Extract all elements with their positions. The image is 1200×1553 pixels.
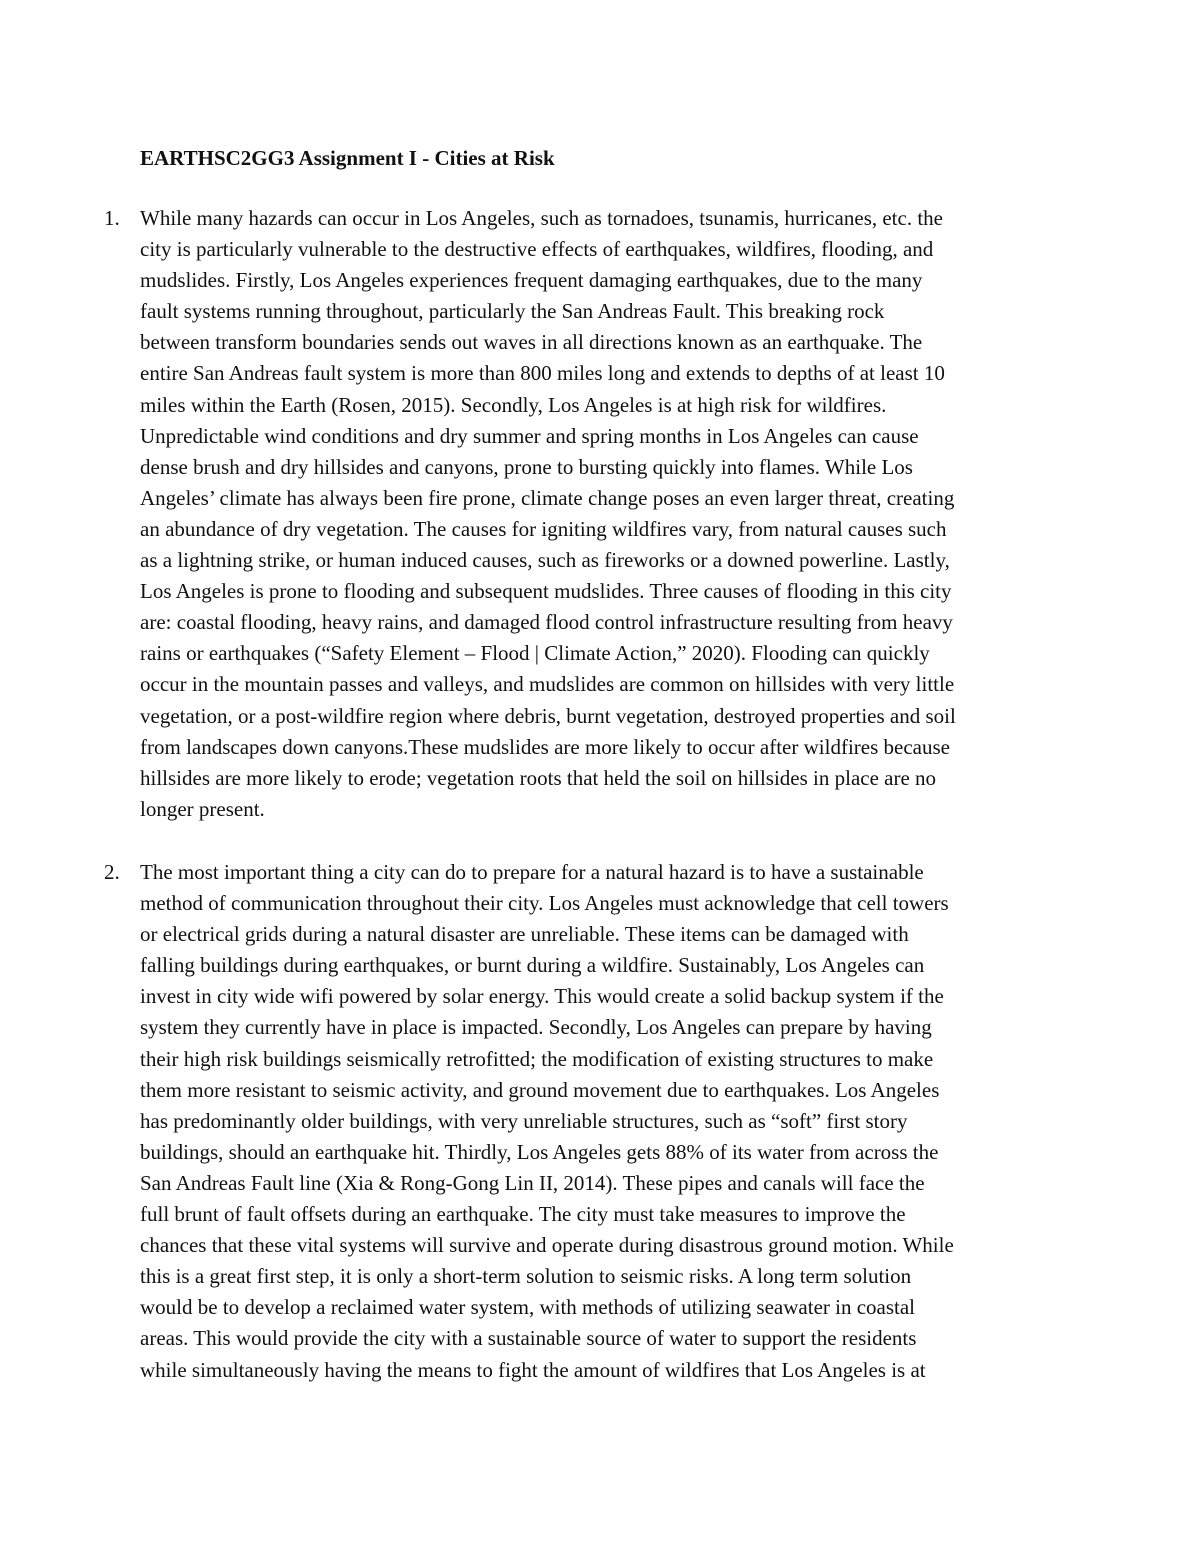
text-line: while simultaneously having the means to fight the amount of wildfires that Los Angeles is at [140,1357,926,1382]
text-line: as a lightning strike, or human induced causes, such as fireworks or a downed powerline. Lastly, [140,548,950,573]
text-line: The most important thing a city can do to prepare for a natural hazard is to have a sustainable [140,860,924,884]
list-item-paragraph [140,203,1070,825]
document-title: EARTHSC2GG3 Assignment I - Cities at Risk [140,146,555,170]
text-line: has predominantly older buildings, with very unreliable structures, such as “soft” first story [140,1108,908,1133]
text-line: system they currently have in place is impacted. Secondly, Los Angeles can prepare by having [140,1015,932,1040]
text-line: an abundance of dry vegetation. The causes for igniting wildfires vary, from natural causes such [140,516,947,541]
text-line: chances that these vital systems will survive and operate during disastrous ground motion. While [140,1233,954,1258]
text-line: them more resistant to seismic activity, and ground movement due to earthquakes. Los Angeles [140,1077,940,1102]
text-line: would be to develop a reclaimed water system, with methods of utilizing seawater in coastal [140,1295,916,1320]
text-line: dense brush and dry hillsides and canyons, prone to bursting quickly into flames. While Los [140,454,913,479]
text-line: occur in the mountain passes and valleys, and mudslides are common on hillsides with very little [140,672,955,697]
text-line: this is a great first step, it is only a short-term solution to seismic risks. A long term solution [140,1264,912,1289]
text-line: Unpredictable wind conditions and dry summer and spring months in Los Angeles can cause [140,423,919,448]
text-line: method of communication throughout their city. Los Angeles must acknowledge that cell towers [140,891,949,916]
text-line: Los Angeles is prone to flooding and subsequent mudslides. Three causes of flooding in this city [140,579,952,604]
text-line: mudslides. Firstly, Los Angeles experiences frequent damaging earthquakes, due to the many [140,268,923,293]
text-line: miles within the Earth (Rosen, 2015). Secondly, Los Angeles is at high risk for wildfires. [140,392,887,417]
text-line: their high risk buildings seismically retrofitted; the modification of existing structures to make [140,1046,934,1071]
text-line: While many hazards can occur in Los Angeles, such as tornadoes, tsunamis, hurricanes, etc. the [140,206,943,230]
text-line: from landscapes down canyons.These mudslides are more likely to occur after wildfires because [140,734,950,759]
text-line: falling buildings during earthquakes, or burnt during a wildfire. Sustainably, Los Angeles can [140,953,925,978]
list-item-paragraph [140,857,1070,1386]
text-line: full brunt of fault offsets during an earthquake. The city must take measures to improve the [140,1202,906,1227]
list-item-number: 1. [104,206,120,230]
text-line: longer present. [140,796,265,821]
text-line: entire San Andreas fault system is more than 800 miles long and extends to depths of at least 10 [140,361,945,386]
text-line: San Andreas Fault line (Xia & Rong-Gong Lin II, 2014). These pipes and canals will face the [140,1170,925,1195]
text-line: fault systems running throughout, particularly the San Andreas Fault. This breaking rock [140,299,885,324]
text-line: Angeles’ climate has always been fire prone, climate change poses an even larger threat, creating [140,485,955,510]
text-line: are: coastal flooding, heavy rains, and damaged flood control infrastructure resulting from heavy [140,610,953,635]
text-line: buildings, should an earthquake hit. Thirdly, Los Angeles gets 88% of its water from across the [140,1139,939,1164]
list-item-number: 2. [104,860,120,884]
text-line: rains or earthquakes (“Safety Element – Flood | Climate Action,” 2020). Flooding can quickly [140,641,930,666]
text-line: hillsides are more likely to erode; vegetation roots that held the soil on hillsides in place are no [140,765,937,790]
text-line: vegetation, or a post-wildfire region where debris, burnt vegetation, destroyed properties and soil [140,703,956,728]
text-line: areas. This would provide the city with a sustainable source of water to support the residents [140,1326,917,1351]
text-line: city is particularly vulnerable to the destructive effects of earthquakes, wildfires, flooding, and [140,237,934,262]
text-line: between transform boundaries sends out waves in all directions known as an earthquake. The [140,330,923,355]
text-line: or electrical grids during a natural disaster are unreliable. These items can be damaged with [140,922,909,947]
text-line: invest in city wide wifi powered by solar energy. This would create a solid backup system if the [140,984,944,1009]
